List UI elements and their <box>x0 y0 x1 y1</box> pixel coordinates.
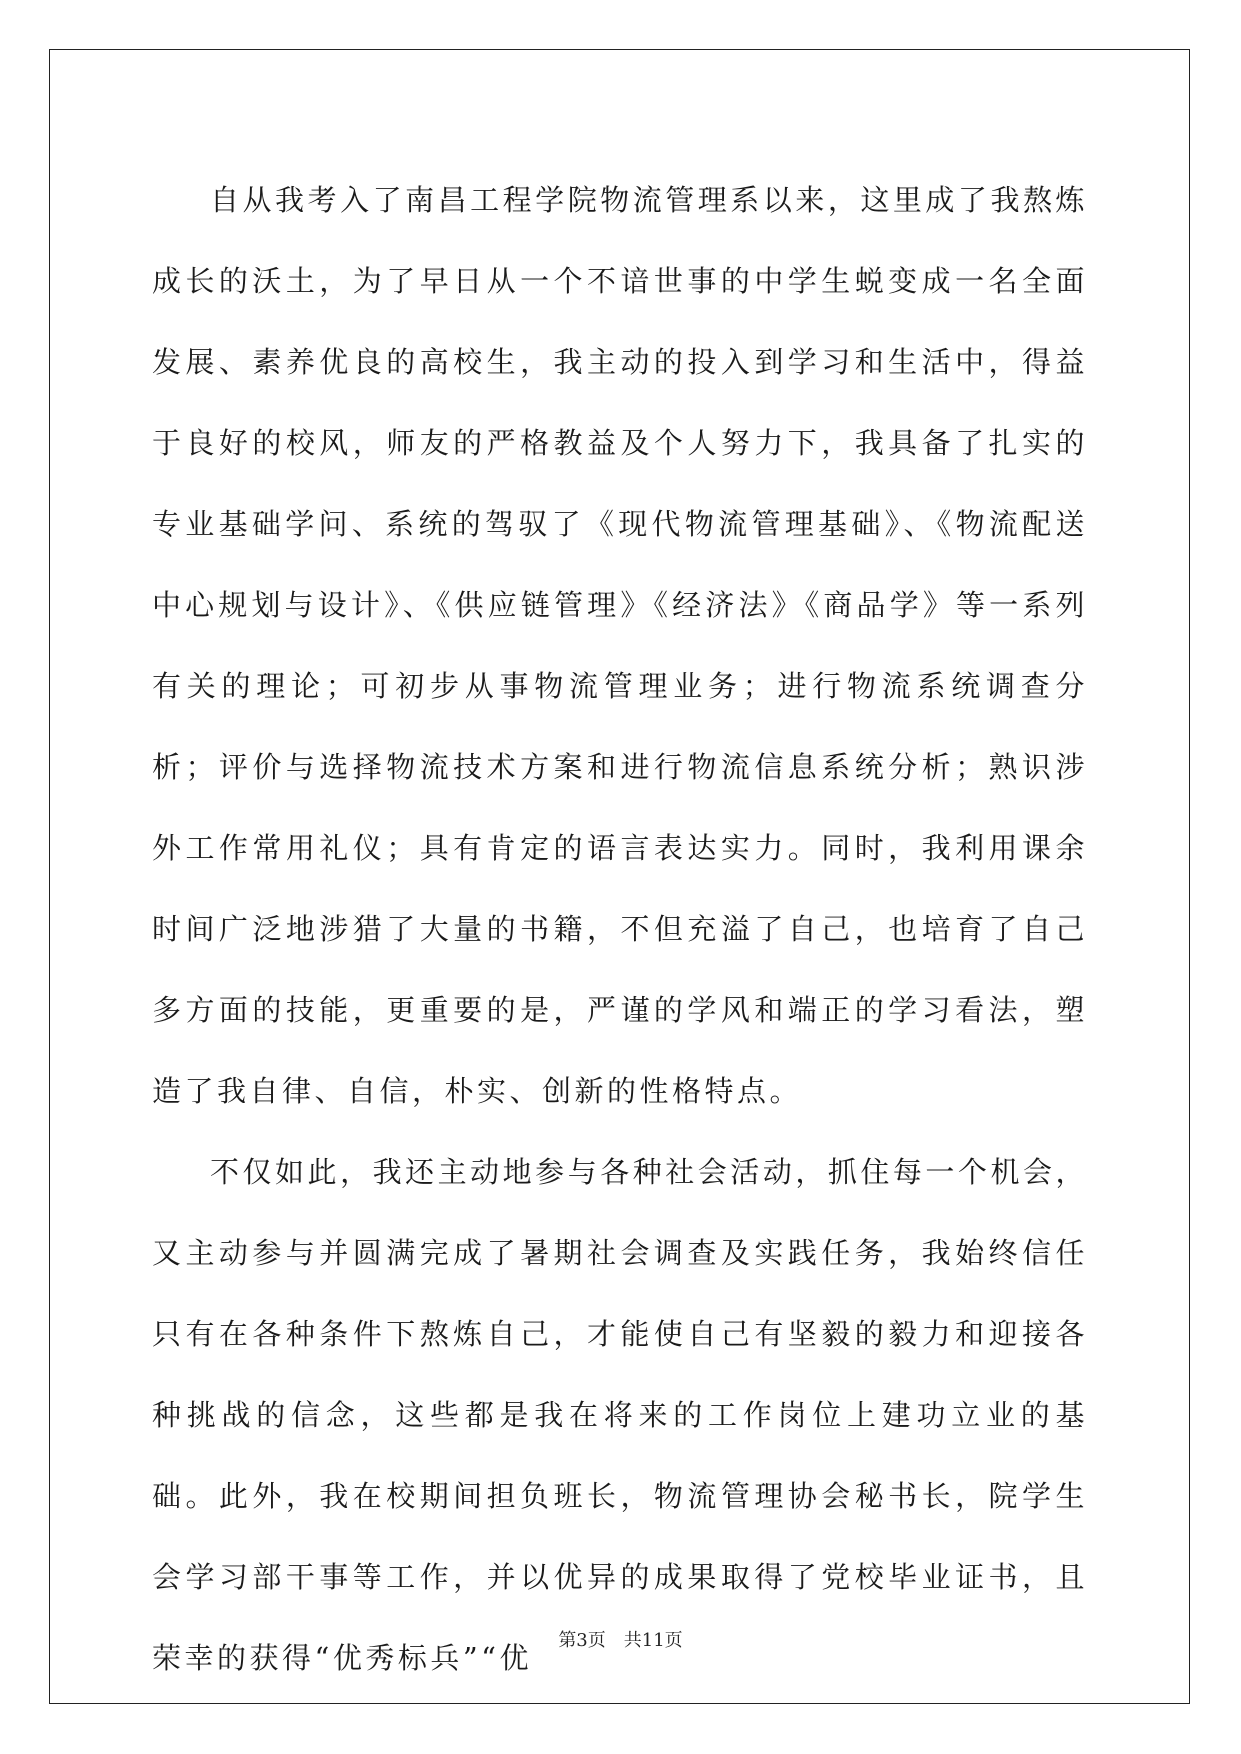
page-number: 第3页 共11页 <box>558 1630 683 1651</box>
paragraph-1: 自从我考入了南昌工程学院物流管理系以来，这里成了我熬炼成长的沃土，为了早日从一个不谙世事的中学生蜕变成一名全面发展、素养优良的高校生，我主动的投入到学习和生活中，得益于良好的校风，师友的严格教益及个人努力下，我具备了扎实的专业基础学问、系统的驾驭了《现代物流管理基础》、《物流配送中心规划与设计》、《供应链管理》《经济法》《商品学》等一系列有关的理论；可初步从事物流管理业务；进行物流系统调查分析；评价与选择物流技术方案和进行物流信息系统分析；熟识涉外工作常用礼仪；具有肯定的语言表达实力。同时，我利用课余时间广泛地涉猎了大量的书籍，不但充溢了自己，也培育了自己多方面的技能，更重要的是，严谨的学风和端正的学习看法，塑造了我自律、自信，朴实、创新的性格特点。 <box>152 183 1088 1108</box>
paragraph-2: 不仅如此，我还主动地参与各种社会活动，抓住每一个机会，又主动参与并圆满完成了暑期社会调查及实践任务，我始终信任只有在各种条件下熬炼自己，才能使自己有坚毅的毅力和迎接各种挑战的信念，这些都是我在将来的工作岗位上建功立业的基础。此外，我在校期间担负班长，物流管理协会秘书长，院学生会学习部干事等工作，并以优异的成果取得了党校毕业证书，且荣幸的获得“优秀标兵”“优 <box>152 1155 1088 1675</box>
document-body <box>152 160 1088 1699</box>
